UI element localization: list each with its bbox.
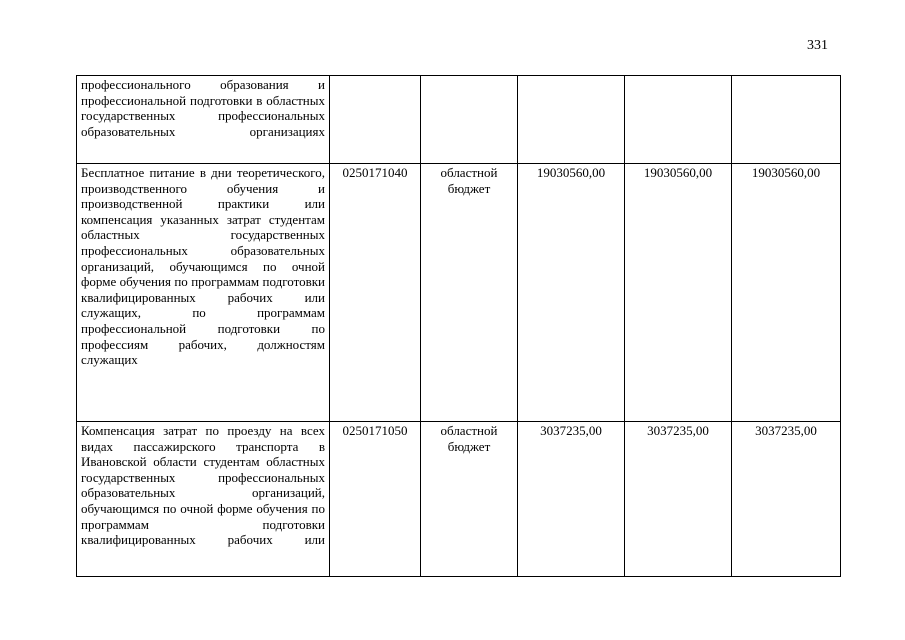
page-number: 331 — [807, 38, 828, 53]
row-amount-3 — [732, 76, 841, 164]
row-amount-1: 3037235,00 — [518, 422, 625, 577]
row-description: профессионального образования и профессиональной подготовки в областных государственных профессиональных образовательных организациях — [77, 76, 330, 164]
row-code: 0250171050 — [330, 422, 421, 577]
row-amount-2: 19030560,00 — [625, 164, 732, 422]
row-code: 0250171040 — [330, 164, 421, 422]
row-amount-1 — [518, 76, 625, 164]
budget-table — [76, 75, 841, 577]
row-description: Компенсация затрат по проезду на всех видах пассажирского транспорта в Ивановской области студентам областных государственных профессиональных образовательных организаций, обучающимся по очной форме обучения по программам подготовки квалифицированных рабочих или — [77, 422, 330, 577]
table-row — [77, 76, 841, 164]
table-row — [77, 422, 841, 577]
row-funding-source — [421, 76, 518, 164]
row-amount-3: 3037235,00 — [732, 422, 841, 577]
row-funding-source: областной бюджет — [421, 422, 518, 577]
row-funding-source: областной бюджет — [421, 164, 518, 422]
row-amount-2 — [625, 76, 732, 164]
row-amount-1: 19030560,00 — [518, 164, 625, 422]
table-row — [77, 164, 841, 422]
row-description: Бесплатное питание в дни теоретического, производственного обучения и производственной практики или компенсация указанных затрат студентам областных государственных профессиональных образовательных организаций, обучающимся по очной форме обучения по программам подготовки квалифицированных рабочих или служащих, по программам профессиональной подготовки по профессиям рабочих, должностям служащих — [77, 164, 330, 422]
row-amount-3: 19030560,00 — [732, 164, 841, 422]
row-code — [330, 76, 421, 164]
row-amount-2: 3037235,00 — [625, 422, 732, 577]
